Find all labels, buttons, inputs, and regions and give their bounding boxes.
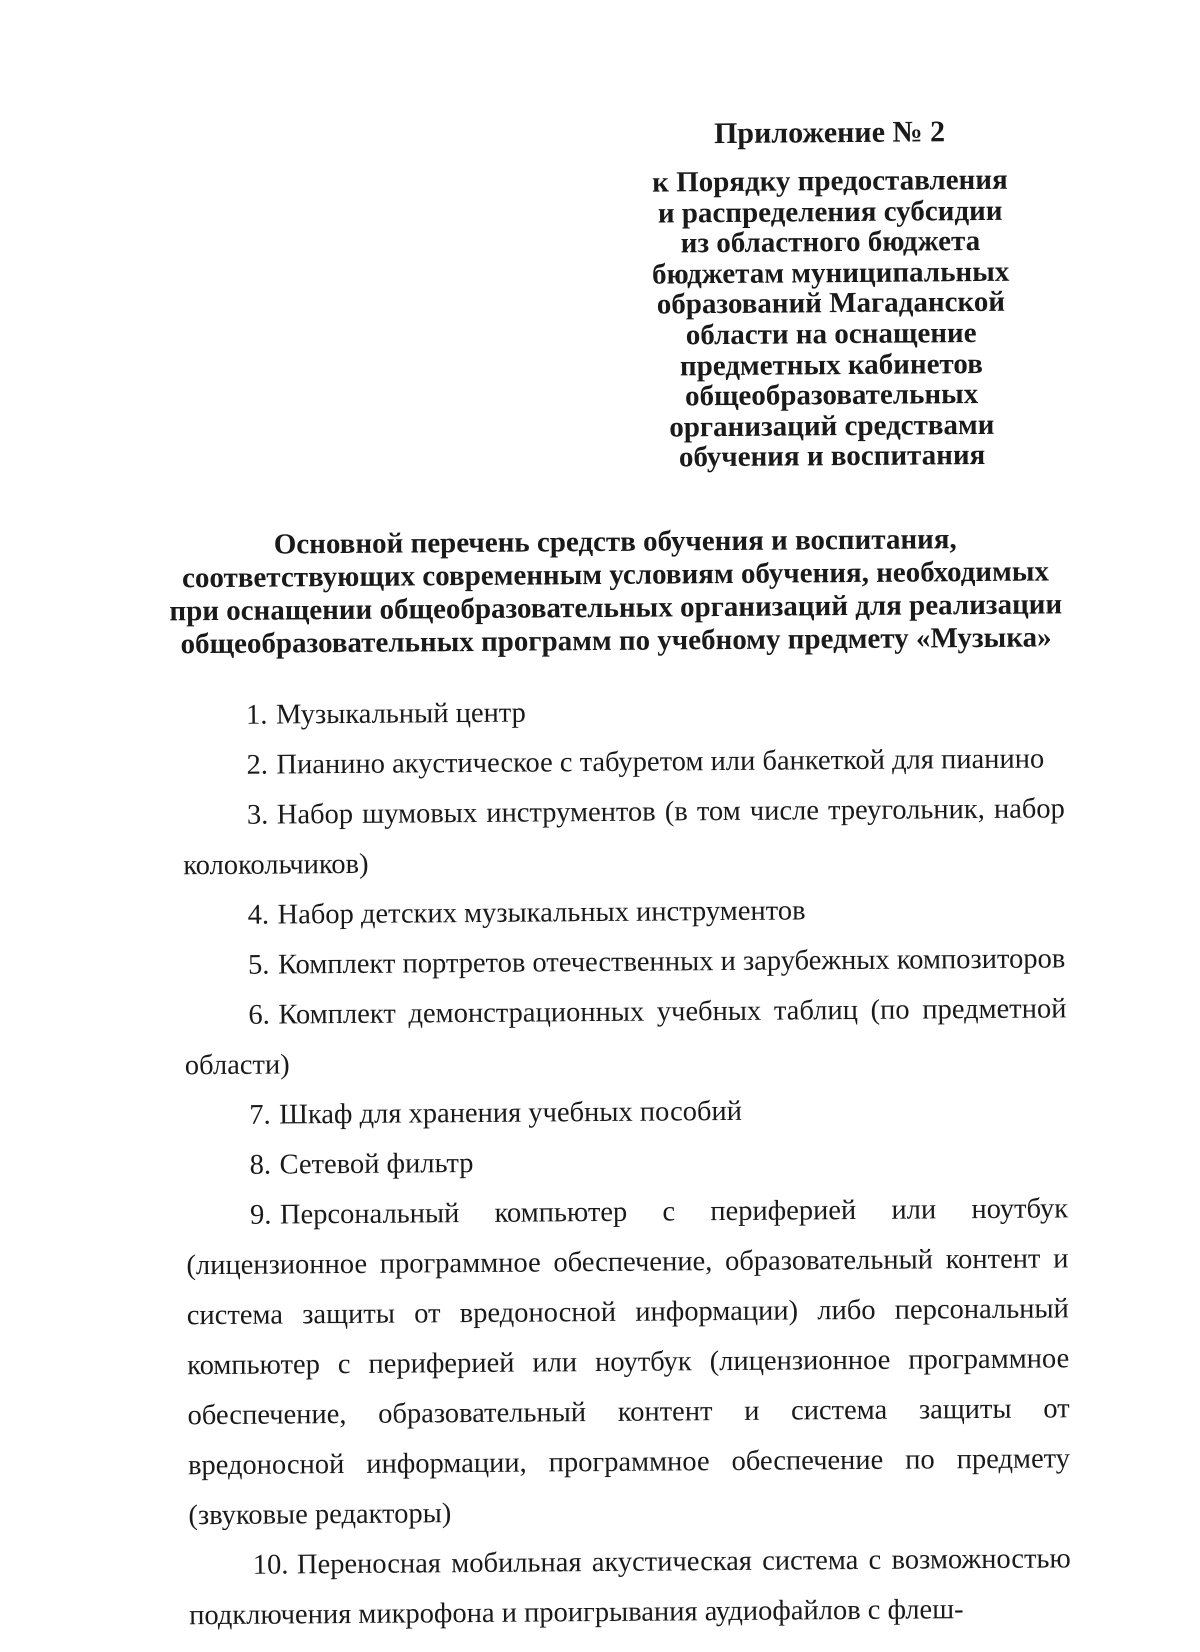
item-number: 6. bbox=[248, 999, 270, 1031]
item-number: 8. bbox=[249, 1149, 272, 1181]
item-text: Комплект портретов отечественных и зарубежных композиторов bbox=[277, 943, 1066, 981]
item-text: Музыкальный центр bbox=[275, 697, 526, 731]
list-title-line: соответствующих современным условиям обучения, необходимых bbox=[181, 555, 1050, 595]
list-item bbox=[185, 1134, 1067, 1191]
item-number: 4. bbox=[247, 899, 270, 931]
item-number: 5. bbox=[247, 949, 270, 981]
list-item bbox=[183, 784, 1066, 891]
list-item bbox=[185, 1084, 1067, 1141]
appendix-line: из областного бюджета bbox=[680, 225, 981, 260]
appendix-line: к Порядку предоставления bbox=[652, 163, 1008, 199]
item-text: Набор шумовых инструментов (в том числе треугольник, набор колокольчиков) bbox=[183, 793, 1066, 882]
appendix-line: предметных кабинетов bbox=[679, 347, 983, 382]
item-text: Сетевой фильтр bbox=[279, 1148, 474, 1181]
list-title-line: Основной перечень средств обучения и воспитания, bbox=[273, 523, 957, 561]
item-number: 2. bbox=[246, 749, 269, 781]
list-title-line: при оснащении общеобразовательных организаций для реализации bbox=[169, 588, 1063, 628]
appendix-line: области на оснащение bbox=[685, 316, 977, 352]
appendix-line: образований Магаданской bbox=[656, 286, 1006, 321]
list-item bbox=[183, 884, 1065, 941]
list-item bbox=[189, 1534, 1072, 1641]
item-text: Набор детских музыкальных инструментов bbox=[277, 895, 806, 931]
list-item bbox=[182, 684, 1064, 741]
appendix-line: обучения и воспитания bbox=[678, 439, 986, 474]
list-item bbox=[184, 984, 1067, 1091]
item-number: 1. bbox=[245, 699, 268, 731]
appendix-header bbox=[634, 115, 1027, 474]
item-text: Пианино акустическое с табуретом или банкеткой для пианино bbox=[276, 743, 1045, 781]
appendix-line: общеобразовательных bbox=[684, 378, 979, 413]
items-list bbox=[182, 684, 1071, 1641]
list-item bbox=[186, 1184, 1071, 1541]
list-title bbox=[168, 522, 1064, 661]
item-text: Комплект демонстрационных учебных таблиц (по предметной области) bbox=[184, 993, 1067, 1082]
item-text: Персональный компьютер с периферией или ноутбук (лицензионное программное обеспечение, образовательный контент и система защиты от вредоносной информации) либо персональный компьютер с периферией или ноутбук (лицензионное программное обеспечение, образовательный контент и система защиты от вредоносной информации, программное обеспечение по предмету (звуковые редакторы) bbox=[186, 1193, 1071, 1532]
item-number: 9. bbox=[249, 1199, 272, 1231]
list-item bbox=[182, 734, 1064, 791]
appendix-title: Приложение № 2 bbox=[713, 115, 946, 151]
item-number: 10. bbox=[252, 1549, 289, 1581]
list-item bbox=[184, 934, 1066, 991]
appendix-line: организаций средствами bbox=[669, 408, 995, 444]
item-text: Шкаф для хранения учебных пособий bbox=[279, 1095, 743, 1131]
item-number: 7. bbox=[249, 1099, 271, 1131]
item-number: 3. bbox=[246, 799, 269, 831]
item-text: Переносная мобильная акустическая система с возможностью подключения микрофона и проигрывания аудиофайлов с флеш- bbox=[189, 1543, 1071, 1632]
appendix-line: и распределения субсидии bbox=[657, 194, 1003, 230]
appendix-line: бюджетам муниципальных bbox=[651, 255, 1010, 291]
list-title-line: общеобразовательных программ по учебному предмету «Музыка» bbox=[180, 621, 1052, 661]
